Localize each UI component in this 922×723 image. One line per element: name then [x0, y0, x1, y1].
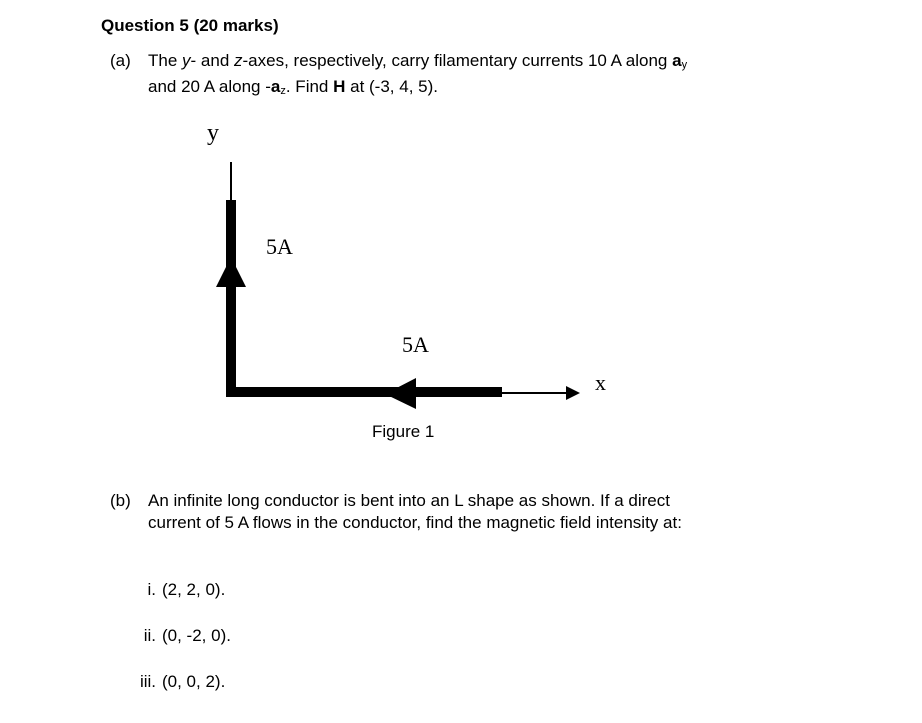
part-a-text-5: . Find — [285, 77, 334, 96]
z-axis-symbol: z — [234, 51, 243, 70]
part-a-label: (a) — [110, 51, 131, 70]
upward-current-arrow — [216, 257, 246, 287]
unit-vector-z-subscript: z — [280, 85, 286, 97]
list-item-number: ii. — [143, 626, 156, 645]
list-item-point: (0, 0, 2). — [162, 672, 226, 691]
list-item — [130, 672, 225, 692]
list-item-point: (0, -2, 0). — [162, 626, 231, 645]
part-a-text-6: at (-3, 4, 5). — [345, 77, 438, 96]
x-axis-arrowhead — [566, 386, 580, 400]
list-item — [130, 626, 231, 646]
unit-vector-a: a — [672, 51, 682, 70]
leftward-current-arrow — [385, 378, 416, 409]
horizontal-current-label: 5A — [402, 332, 429, 357]
part-b-text: An infinite long conductor is bent into an L shape as shown. If a direct current of 5 A flows in the conductor, find the magnetic field intensity at: — [148, 491, 682, 532]
part-a-text-1: The — [148, 51, 183, 70]
h-field-symbol: H — [333, 77, 346, 96]
unit-vector-y-subscript: y — [681, 59, 688, 71]
question-heading: Question 5 (20 marks) — [101, 16, 279, 35]
x-axis-label: x — [595, 370, 606, 395]
part-a-text-3: -axes, respectively, carry filamentary currents 10 A along — [242, 51, 673, 70]
list-item — [130, 580, 225, 600]
list-item-point: (2, 2, 0). — [162, 580, 226, 599]
y-axis-symbol: y — [182, 51, 191, 70]
y-axis-label: y — [207, 120, 219, 146]
part-a-text-4: and 20 A along - — [148, 77, 271, 96]
part-b-label: (b) — [110, 491, 131, 510]
list-item-number: iii. — [139, 672, 156, 691]
list-item-number: i. — [147, 580, 156, 599]
unit-vector-a-2: a — [270, 77, 281, 96]
figure-caption: Figure 1 — [372, 422, 435, 441]
vertical-current-label: 5A — [266, 234, 293, 259]
part-a-text-2: - and — [190, 51, 235, 70]
